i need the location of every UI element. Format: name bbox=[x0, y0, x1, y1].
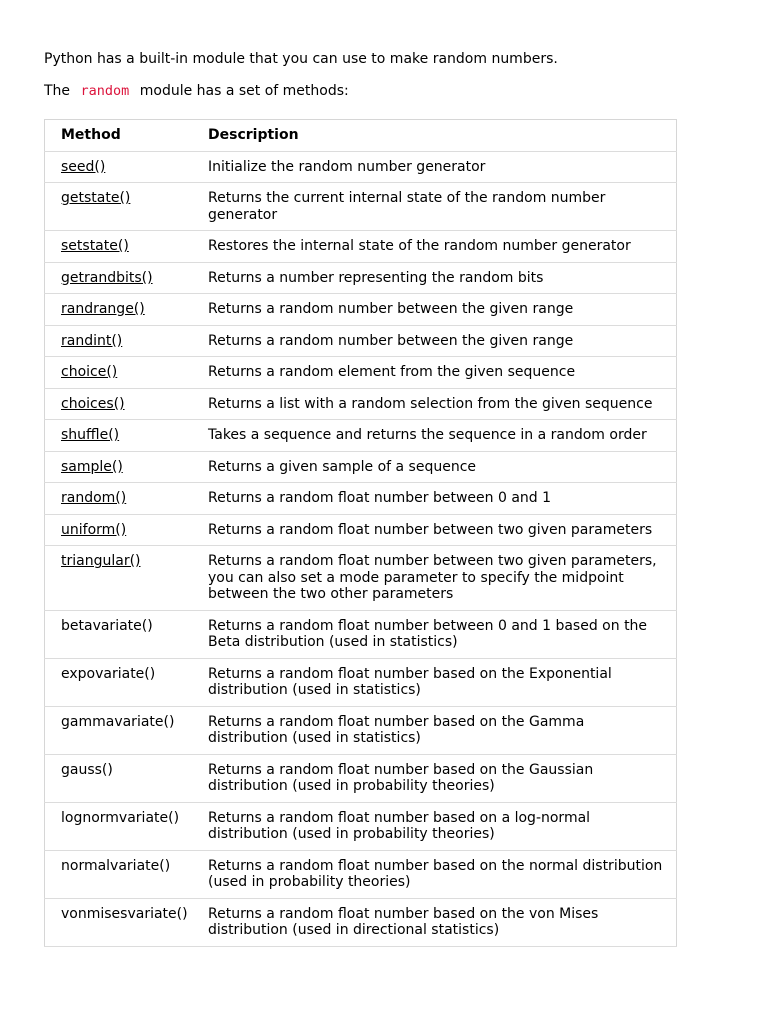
table-row bbox=[45, 262, 677, 294]
method-cell bbox=[45, 754, 209, 802]
method-cell bbox=[45, 294, 209, 326]
table-row bbox=[45, 388, 677, 420]
method-cell bbox=[45, 802, 209, 850]
method-link[interactable]: choice() bbox=[61, 364, 118, 380]
method-link[interactable]: triangular() bbox=[61, 553, 141, 569]
method-cell bbox=[45, 325, 209, 357]
method-cell bbox=[45, 483, 209, 515]
description-cell: Returns a random float number based on the Exponential distribution (used in statistics) bbox=[208, 658, 677, 706]
method-cell bbox=[45, 231, 209, 263]
method-name: expovariate() bbox=[61, 665, 156, 682]
table-row bbox=[45, 754, 677, 802]
table-row bbox=[45, 610, 677, 658]
method-name: gauss() bbox=[61, 761, 113, 778]
method-link[interactable]: randint() bbox=[61, 332, 123, 349]
method-link[interactable]: getrandbits() bbox=[61, 269, 153, 286]
description-cell: Returns a random float number between 0 and 1 based on the Beta distribution (used in statistics) bbox=[208, 610, 677, 658]
description-cell: Returns a random float number based on a log-normal distribution (used in probability theories) bbox=[208, 802, 677, 850]
table-row bbox=[45, 850, 677, 898]
method-cell bbox=[45, 420, 209, 452]
description-cell: Initialize the random number generator bbox=[208, 151, 677, 183]
methods-table-body bbox=[45, 151, 677, 946]
method-link[interactable]: random() bbox=[61, 490, 127, 506]
module-paragraph-suffix: module has a set of methods: bbox=[139, 83, 349, 99]
method-cell bbox=[45, 388, 209, 420]
method-name: betavariate() bbox=[61, 617, 153, 634]
method-link[interactable]: sample() bbox=[61, 458, 123, 475]
table-row bbox=[45, 420, 677, 452]
table-row bbox=[45, 151, 677, 183]
table-row bbox=[45, 706, 677, 754]
module-paragraph-prefix: The bbox=[44, 83, 71, 99]
method-link[interactable]: uniform() bbox=[61, 521, 127, 538]
method-cell bbox=[45, 546, 209, 611]
method-cell bbox=[45, 357, 209, 389]
method-cell bbox=[45, 898, 209, 946]
method-name: gammavariate() bbox=[61, 713, 175, 730]
method-link[interactable]: seed() bbox=[61, 158, 106, 175]
description-cell: Takes a sequence and returns the sequence in a random order bbox=[208, 420, 677, 452]
method-cell bbox=[45, 850, 209, 898]
description-cell: Returns a random number between the given range bbox=[208, 294, 677, 326]
table-row bbox=[45, 546, 677, 611]
method-column-header: Method bbox=[45, 120, 209, 152]
method-cell bbox=[45, 151, 209, 183]
table-row bbox=[45, 514, 677, 546]
table-row bbox=[45, 231, 677, 263]
description-cell: Returns a random float number based on the Gaussian distribution (used in probability theories) bbox=[208, 754, 677, 802]
description-cell: Returns the current internal state of the random number generator bbox=[208, 183, 677, 231]
module-paragraph bbox=[44, 82, 349, 100]
description-cell: Returns a random float number between 0 and 1 bbox=[208, 483, 677, 515]
method-link[interactable]: shuffle() bbox=[61, 427, 120, 443]
description-cell: Returns a number representing the random bits bbox=[208, 262, 677, 294]
method-link[interactable]: choices() bbox=[61, 395, 125, 412]
description-cell: Returns a random float number based on the von Mises distribution (used in directional statistics) bbox=[208, 898, 677, 946]
intro-paragraph: Python has a built-in module that you can use to make random numbers. bbox=[44, 51, 558, 67]
table-row bbox=[45, 294, 677, 326]
description-cell: Returns a random element from the given sequence bbox=[208, 357, 677, 389]
table-row bbox=[45, 183, 677, 231]
method-name: lognormvariate() bbox=[61, 809, 180, 826]
method-cell bbox=[45, 658, 209, 706]
table-row bbox=[45, 451, 677, 483]
table-row bbox=[45, 802, 677, 850]
table-row bbox=[45, 483, 677, 515]
table-row bbox=[45, 357, 677, 389]
table-header-row bbox=[45, 120, 677, 152]
description-cell: Restores the internal state of the random number generator bbox=[208, 231, 677, 263]
method-name: vonmisesvariate() bbox=[61, 905, 188, 922]
method-link[interactable]: randrange() bbox=[61, 301, 145, 317]
table-row bbox=[45, 658, 677, 706]
method-link[interactable]: getstate() bbox=[61, 190, 131, 206]
description-cell: Returns a random float number based on the normal distribution (used in probability theories) bbox=[208, 850, 677, 898]
method-name: normalvariate() bbox=[61, 857, 171, 874]
table-row bbox=[45, 898, 677, 946]
description-cell: Returns a given sample of a sequence bbox=[208, 451, 677, 483]
module-code-inline: random bbox=[80, 83, 130, 99]
description-cell: Returns a random float number between two given parameters, you can also set a mode parameter to specify the midpoint between the two other parameters bbox=[208, 546, 677, 611]
description-cell: Returns a random float number based on the Gamma distribution (used in statistics) bbox=[208, 706, 677, 754]
method-cell bbox=[45, 610, 209, 658]
method-cell bbox=[45, 514, 209, 546]
description-column-header: Description bbox=[208, 120, 677, 152]
method-link[interactable]: setstate() bbox=[61, 238, 129, 254]
description-cell: Returns a random float number between two given parameters bbox=[208, 514, 677, 546]
method-cell bbox=[45, 706, 209, 754]
method-cell bbox=[45, 262, 209, 294]
description-cell: Returns a list with a random selection from the given sequence bbox=[208, 388, 677, 420]
method-cell bbox=[45, 451, 209, 483]
table-row bbox=[45, 325, 677, 357]
methods-table bbox=[44, 119, 677, 947]
method-cell bbox=[45, 183, 209, 231]
description-cell: Returns a random number between the given range bbox=[208, 325, 677, 357]
